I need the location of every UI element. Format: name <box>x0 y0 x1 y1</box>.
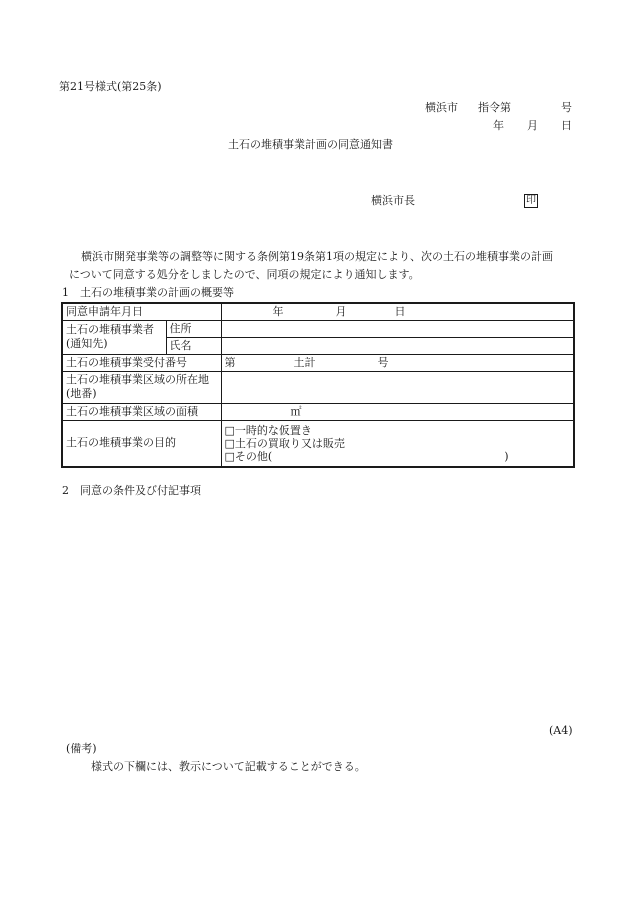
header-date-year: 年 <box>493 119 504 132</box>
paper-size-label: (A4) <box>549 724 573 737</box>
remarks-heading: (備考) <box>66 742 97 755</box>
directive-prefix: 指令第 <box>478 101 511 114</box>
form-number: 第21号様式(第25条) <box>59 80 162 93</box>
area-unit: ㎡ <box>290 404 302 418</box>
operator-name-value <box>221 337 574 354</box>
consent-date-year: 年 <box>272 304 284 318</box>
operator-name-label: 氏名 <box>166 337 221 354</box>
area-value <box>221 403 574 420</box>
directive-suffix: 号 <box>561 101 572 114</box>
operator-label: 土石の堆積事業者 (通知先) <box>62 320 166 354</box>
table-row-location <box>62 371 574 403</box>
table-row-purpose <box>62 420 574 467</box>
issuer-name: 横浜市長 <box>371 194 415 207</box>
purpose-label: 土石の堆積事業の目的 <box>62 420 221 467</box>
operator-address-value <box>221 320 574 337</box>
body-line-1: 横浜市開発事業等の調整等に関する条例第19条第1項の規定により、次の土石の堆積事業の計画 <box>81 250 553 263</box>
header-date-day: 日 <box>561 119 572 132</box>
consent-date-label: 同意申請年月日 <box>62 303 221 320</box>
operator-address-label: 住所 <box>166 320 221 337</box>
receipt-middle: 土計 <box>293 355 316 369</box>
consent-date-month: 月 <box>335 304 347 318</box>
plan-summary-table <box>61 302 575 468</box>
header-date-month: 月 <box>527 119 538 132</box>
document-title: 土石の堆積事業計画の同意通知書 <box>228 138 393 151</box>
purpose-options <box>221 420 574 467</box>
consent-date-value <box>221 303 574 320</box>
purpose-option-other: □その他( ) <box>224 449 509 463</box>
section-1-heading: 1 土石の堆積事業の計画の概要等 <box>62 286 234 299</box>
seal-stamp: 印 <box>526 195 536 206</box>
remarks-text: 様式の下欄には、教示について記載することができる。 <box>91 760 366 773</box>
table-row-area <box>62 403 574 420</box>
location-value <box>221 371 574 403</box>
section-2-heading: 2 同意の条件及び付記事項 <box>62 484 201 497</box>
purpose-other-close: ) <box>504 449 509 463</box>
purpose-option-temporary: □一時的な仮置き <box>224 423 312 437</box>
purpose-option-sale: □土石の買取り又は販売 <box>224 436 345 450</box>
receipt-number-value <box>221 354 574 371</box>
receipt-suffix: 号 <box>377 355 389 369</box>
receipt-number-label: 土石の堆積事業受付番号 <box>62 354 221 371</box>
receipt-prefix: 第 <box>224 355 236 369</box>
location-label: 土石の堆積事業区域の所在地 (地番) <box>62 371 221 403</box>
table-row-consent-date <box>62 303 574 320</box>
table-row-operator-address <box>62 320 574 337</box>
area-label: 土石の堆積事業区域の面積 <box>62 403 221 420</box>
body-line-2: について同意する処分をしましたので、同項の規定により通知します。 <box>69 268 420 281</box>
consent-date-day: 日 <box>394 304 406 318</box>
table-row-receipt-number <box>62 354 574 371</box>
header-city: 横浜市 <box>425 101 458 114</box>
